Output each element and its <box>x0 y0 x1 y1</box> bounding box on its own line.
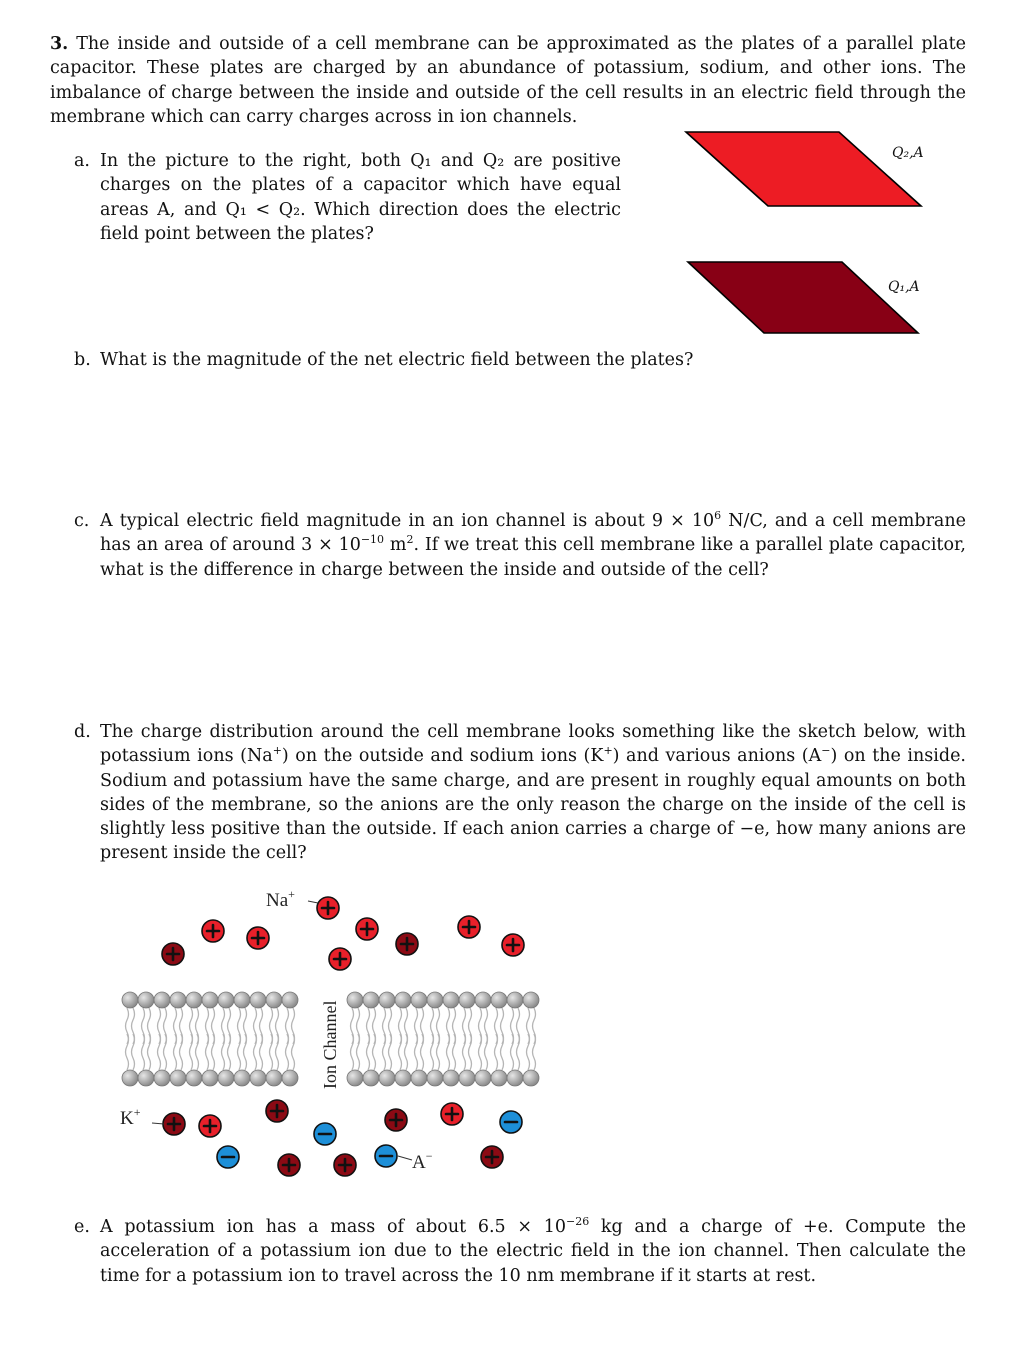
lipid-head <box>443 992 459 1008</box>
lipid-head <box>459 992 475 1008</box>
lipid-head <box>154 1070 170 1086</box>
lipid-tail <box>270 1034 273 1070</box>
ion-channel-label: Ion Channel <box>320 1000 340 1089</box>
lipid-head <box>266 992 282 1008</box>
part-a-text: In the picture to the right, both Q₁ and Q₂ are positive charges on the plates of a capacitor which have equal areas A, and Q₁ < Q₂. Which direction does the electric field point between the plates? <box>100 151 621 244</box>
lipid-head <box>379 992 395 1008</box>
lipid-head <box>218 992 234 1008</box>
top-plate-label: Q₂,A <box>892 145 924 161</box>
problem-intro-text: The inside and outside of a cell membrane can be approximated as the plates of a parallel plate capacitor. These plates are charged by an abundance of potassium, sodium, and other ions. The imbalance of charge between the inside and outside of the cell results in an electric field through the membrane which can carry charges across in ion channels. <box>50 34 966 127</box>
na-pointer-line <box>308 901 318 903</box>
sodium-ion <box>502 934 524 956</box>
part-d-text: The charge distribution around the cell membrane looks something like the sketch below, with potassium ions (Na+) on the outside and sodium ions (K+) and various anions (A−) on the inside. Sodium and potassium have the same charge, and are present in roughly equal amounts on both sides of the membrane, so the anions are the only reason the charge on the inside of the cell is slightly less positive than the outside. If each anion carries a charge of −e, how many anions are present inside the cell? <box>100 722 966 864</box>
lipid-tail <box>292 1034 295 1070</box>
lipid-tail <box>405 1034 408 1070</box>
lipid-tail <box>174 1034 177 1070</box>
sodium-ion <box>202 920 224 942</box>
part-c-text: A typical electric field magnitude in an ion channel is about $9 \times 10^6$ N/C, and a cell membrane has an area of around $3 \times 10^{-10}$ $m^2$. If we treat this cell membrane like a parallel plate capacitor, what is the difference in charge between the inside and outside of the cell? <box>100 509 966 580</box>
lipid-tail <box>286 1034 289 1070</box>
lipid-head <box>202 1070 218 1086</box>
potassium-ion <box>481 1146 503 1168</box>
lipid-head <box>154 992 170 1008</box>
lipid-head <box>411 992 427 1008</box>
lipid-tail <box>254 1034 257 1070</box>
lipid-head <box>218 1070 234 1086</box>
lipid-tail <box>158 1034 161 1070</box>
lipid-head <box>122 1070 138 1086</box>
lipid-tail <box>447 1034 450 1070</box>
part-a-label: a. <box>74 151 90 171</box>
part-c-label: c. <box>74 511 90 531</box>
na-ion-label: Na+ <box>266 887 295 911</box>
lipid-tail <box>495 1034 498 1070</box>
lipid-head <box>234 1070 250 1086</box>
sodium-ion <box>247 927 269 949</box>
anion <box>217 1146 239 1168</box>
lipid-head <box>379 1070 395 1086</box>
lipid-tail <box>367 1034 370 1070</box>
lipid-tail <box>357 1034 360 1070</box>
lipid-head <box>427 992 443 1008</box>
lipid-head <box>170 1070 186 1086</box>
lipid-head <box>202 992 218 1008</box>
lipid-head <box>347 1070 363 1086</box>
potassium-ion <box>162 943 184 965</box>
lipid-head <box>138 992 154 1008</box>
anion <box>314 1123 336 1145</box>
lipid-head <box>507 992 523 1008</box>
anion <box>500 1111 522 1133</box>
lipid-tail <box>351 1034 354 1070</box>
lipid-tail <box>228 1034 231 1070</box>
lipid-head <box>523 992 539 1008</box>
lipid-tail <box>463 1034 466 1070</box>
lipid-head <box>491 1070 507 1086</box>
bottom-plate <box>688 262 918 333</box>
potassium-ion <box>396 933 418 955</box>
lipid-head <box>250 1070 266 1086</box>
lipid-tail <box>142 1034 145 1070</box>
lipid-tail <box>148 1034 151 1070</box>
lipid-tail <box>164 1034 167 1070</box>
lipid-tail <box>196 1034 199 1070</box>
part-d-label: d. <box>74 722 91 742</box>
lipid-tail <box>238 1034 241 1070</box>
lipid-tail <box>276 1034 279 1070</box>
lipid-head <box>395 992 411 1008</box>
lipid-head <box>363 992 379 1008</box>
lipid-tail <box>206 1034 209 1070</box>
lipid-tail <box>389 1034 392 1070</box>
lipid-tail <box>399 1034 402 1070</box>
anion <box>375 1145 397 1167</box>
potassium-ion <box>334 1154 356 1176</box>
lipid-tail <box>212 1034 215 1070</box>
lipid-head <box>491 992 507 1008</box>
k-pointer-line <box>152 1123 164 1124</box>
lipid-tail <box>244 1034 247 1070</box>
lipid-head <box>282 992 298 1008</box>
lipid-head <box>282 1070 298 1086</box>
sodium-ion <box>199 1115 221 1137</box>
problem-number: 3. <box>50 34 69 54</box>
k-ion-label: K+ <box>120 1105 141 1129</box>
lipid-tail <box>437 1034 440 1070</box>
lipid-head <box>122 992 138 1008</box>
lipid-tail <box>132 1034 135 1070</box>
lipid-tail <box>431 1034 434 1070</box>
lipid-head <box>475 1070 491 1086</box>
lipid-head <box>459 1070 475 1086</box>
problem-intro <box>50 32 966 129</box>
lipid-head <box>395 1070 411 1086</box>
lipid-head <box>411 1070 427 1086</box>
part-b-label: b. <box>74 350 91 370</box>
lipid-tail <box>479 1034 482 1070</box>
sodium-ion <box>458 916 480 938</box>
anion-label: A− <box>412 1149 433 1173</box>
sodium-ion <box>329 948 351 970</box>
lipid-tail <box>126 1034 129 1070</box>
lipid-tail <box>501 1034 504 1070</box>
lipid-tail <box>469 1034 472 1070</box>
sodium-ion <box>441 1103 463 1125</box>
lipid-head <box>523 1070 539 1086</box>
lipid-head <box>170 992 186 1008</box>
top-plate <box>686 132 921 206</box>
lipid-tail <box>527 1034 530 1070</box>
lipid-tail <box>383 1034 386 1070</box>
lipid-head <box>250 992 266 1008</box>
lipid-tail <box>373 1034 376 1070</box>
lipid-tail <box>222 1034 225 1070</box>
ion-layer <box>162 897 524 1176</box>
lipid-head <box>427 1070 443 1086</box>
potassium-ion <box>278 1154 300 1176</box>
potassium-ion <box>163 1113 185 1135</box>
sodium-ion <box>356 918 378 940</box>
lipid-head <box>266 1070 282 1086</box>
membrane-figure <box>100 884 560 1184</box>
lipid-head <box>507 1070 523 1086</box>
lipid-head <box>186 1070 202 1086</box>
lipid-tail <box>421 1034 424 1070</box>
lipid-tail <box>517 1034 520 1070</box>
lipid-tail <box>190 1034 193 1070</box>
potassium-ion <box>385 1109 407 1131</box>
part-e-text: A potassium ion has a mass of about $6.5 \times 10^{-26}$ kg and a charge of +e. Compute the acceleration of a potassium ion due to the electric field in the ion channel. Then calculate the time for a potassium ion to travel across the 10 nm membrane if it starts at rest. <box>100 1215 967 1286</box>
lipid-tail <box>511 1034 514 1070</box>
part-e-label: e. <box>74 1217 90 1237</box>
lipid-tail <box>180 1034 183 1070</box>
lipid-head <box>138 1070 154 1086</box>
lipid-head <box>347 992 363 1008</box>
lipid-head <box>475 992 491 1008</box>
part-b-text: What is the magnitude of the net electric field between the plates? <box>100 350 694 370</box>
lipid-head <box>234 992 250 1008</box>
lipid-head <box>443 1070 459 1086</box>
lipid-tail <box>533 1034 536 1070</box>
lipid-head <box>186 992 202 1008</box>
lipid-tail <box>415 1034 418 1070</box>
anion-pointer-line <box>398 1156 412 1160</box>
sodium-ion <box>317 897 339 919</box>
lipid-head <box>363 1070 379 1086</box>
lipid-tail <box>485 1034 488 1070</box>
potassium-ion <box>266 1100 288 1122</box>
lipid-tail <box>260 1034 263 1070</box>
bottom-plate-label: Q₁,A <box>888 279 920 295</box>
lipid-tail <box>453 1034 456 1070</box>
